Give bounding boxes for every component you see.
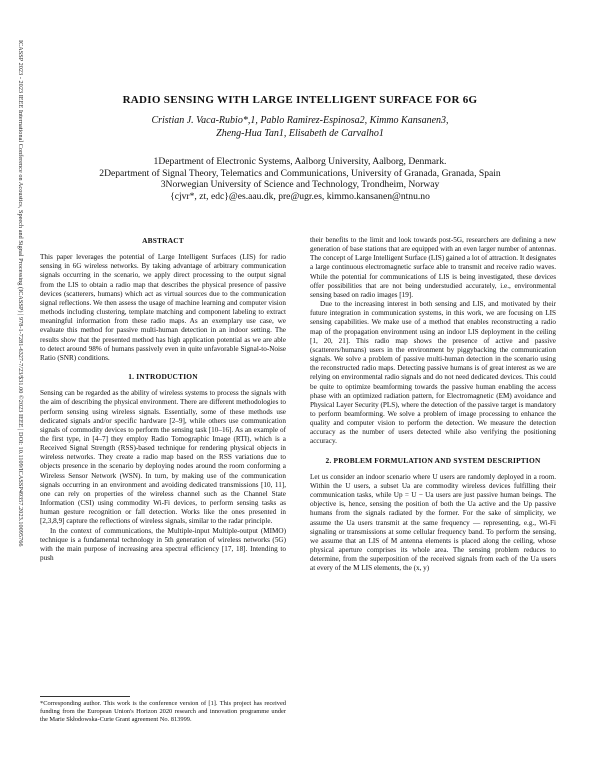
authors-line-1: Cristian J. Vaca-Rubio*,1, Pablo Ramirez-Espinosa2, Kimmo Kansanen3,: [151, 115, 449, 126]
footnote: *Corresponding author. This work is the conference version of [1]. This project has received funding from the European Union's Horizon 2020 research and innovation programme under the Marie Skłodowska-Curie Grant agreement No. 813999.: [40, 700, 286, 723]
affiliation-1: 1Department of Electronic Systems, Aalborg University, Aalborg, Denmark.: [153, 156, 447, 167]
abstract-text: This paper leverages the potential of Large Intelligent Surfaces (LIS) for radio sensing in 6G wireless networks. By taking advantage of arbitrary communication signals occurring in the scenario, we apply direct processing to the output signal from the LIS to obtain a radio map that describes the physical presence of passive devices (scatterers, humans) which act as virtual sources due to the communication signal reflections. We then assess the usage of machine learning and computer vision methods including clustering, template matching and component labeling to extract meaningful information from these radio maps. As an exemplary use case, we evaluate this method for passive multi-human detection in an indoor setting. The results show that the presented method has high application potential as we are able to detect around 98% of humans passively even in quite unfavorable Signal-to-Noise Ratio (SNR) conditions.: [40, 253, 286, 362]
intro-paragraph-2: In the context of communications, the Multiple-input Multiple-output (MIMO) technique is a fundamental technology in 5th generation of wireless networks (5G) with the main purpose of increasing area spectral efficiency [17, 18]. Intending to push: [40, 526, 286, 562]
right-paragraph-2: Due to the increasing interest in both sensing and LIS, and motivated by their future integration in communication systems, in this work, we are focusing on LIS sensing capabilities. We make use of a method that enables reconstructing a radio map of the propagation environment using an indoor LIS deployment in the ceiling [1, 20, 21]. This radio map shows the presence of active and passive (scatterers/humans) users in the environment by piggybacking the communication signals. We solve a problem of passive multi-human detection in the scenario using the reconstructed radio maps. Detecting passive humans is of great interest as we are relying on environmental radio signals and do not need dedicated devices. This could be quite to optimize beamforming towards the passive human enabling the access phase with an optimized radiation pattern, for Electromagnetic (EM) avoidance and Physical Layer Security (PLS), where the detection of the passive target is mandatory to perform beamforming. We solve a problem of image processing to enhance the quality and computer vision to perform the detection. We measure the detection accuracy as the number of users detected while also verifying the positioning accuracy.: [310, 300, 556, 446]
authors-line-2: Zheng-Hua Tan1, Elisabeth de Carvalho1: [216, 128, 384, 139]
section-2-heading: 2. PROBLEM FORMULATION AND SYSTEM DESCRIPTION: [325, 455, 541, 465]
intro-heading: 1. INTRODUCTION: [128, 372, 198, 382]
section-2-paragraph: Let us consider an indoor scenario where U users are randomly deployed in a room. Within the U users, a subset Ua are commodity wireless devices fulfilling their communication tasks, while Up = U − Ua users are just passive human beings. The objective is, hence, sensing the position of both the Ua active and the Up passive humans from the signals radiated by the former. For the sake of simplicity, we assume the Ua users transmit at the same frequency — representing, e.g., Wi-Fi signaling or transmissions at some cellular frequency band. To perform the sensing, we assume that an LIS of M antenna elements is placed along the ceiling, whose physical aperture comprises its whole area. The sensing problem reduces to determine, from the superposition of the received signals from each of the Ua users at every of the M LIS elements, the (x, y): [310, 472, 556, 573]
affiliation-3: 3Norwegian University of Science and Technology, Trondheim, Norway: [160, 179, 440, 190]
footnote-rule: [40, 696, 130, 697]
affiliation-2: 2Department of Signal Theory, Telematics and Communications, University of Granada, Granada, Spain: [99, 167, 501, 179]
right-column: [310, 236, 556, 573]
abstract-heading: ABSTRACT: [142, 236, 184, 245]
paper-title: RADIO SENSING WITH LARGE INTELLIGENT SURFACE FOR 6G: [122, 94, 478, 106]
affiliations: [30, 156, 570, 202]
author-emails: {cjvr*, zt, edc}@es.aau.dk, pre@ugr.es, kimmo.kansanen@ntnu.no: [170, 190, 430, 202]
right-paragraph-1: their benefits to the limit and look towards post-5G, researchers are defining a new generation of base stations that are equipped with an even larger number of antennas. The concept of Large Intelligent Surface (LIS) gained a lot of attraction. It designates a large continuous electromagnetic surface able to transmit and receive radio waves. While the potential for communications of LIS is being investigated, these devices offer possibilities that are not being understudied accurately, i.e., environmental sensing based on radio images [19].: [310, 236, 556, 299]
author-list: [40, 114, 560, 140]
intro-paragraph-1: Sensing can be regarded as the ability of wireless systems to process the signals with the aim of describing the physical environment. There are different methodologies to perform sensing using wireless signals. Essentially, some of these methods use dedicated signals and/or specific hardware [2–9], while others use communication signals of commodity devices to perform the sensing task [10–16]. As an example of the first type, in [4–7] they employ Radio Tomographic Image (RTI), which is a Received Signal Strength (RSS)-based technique for rendering physical objects in wireless networks. They create a radio map based on the RSS variations due to objects presence in the scenario by deploying nodes around the room conforming a Wireless Sensor Network (WSN). In turn, by making use of the communication signals occurring in an environment and avoiding dedicated transmissions [10, 11], one can rely on properties of the wireless channel such as the Channel State Information (CSI) using commodity Wi-Fi devices, to perform sensing tasks as human gesture recognition or fall detection. Works like the ones presented in [2,3,8,9] capture the reflections of wireless signals, similar to the radar principle.: [40, 389, 286, 526]
side-banner-text: ICASSP 2023 - 2023 IEEE International Conference on Acoustics, Speech and Signal Processing (ICASSP) | 978-1-7281-6327-7/23/$31.00 ©2023 IEEE | DOI: 10.1109/ICASSP49357.2023.10095766: [17, 40, 24, 547]
side-banner: [4, 40, 24, 740]
left-column: [40, 236, 286, 563]
